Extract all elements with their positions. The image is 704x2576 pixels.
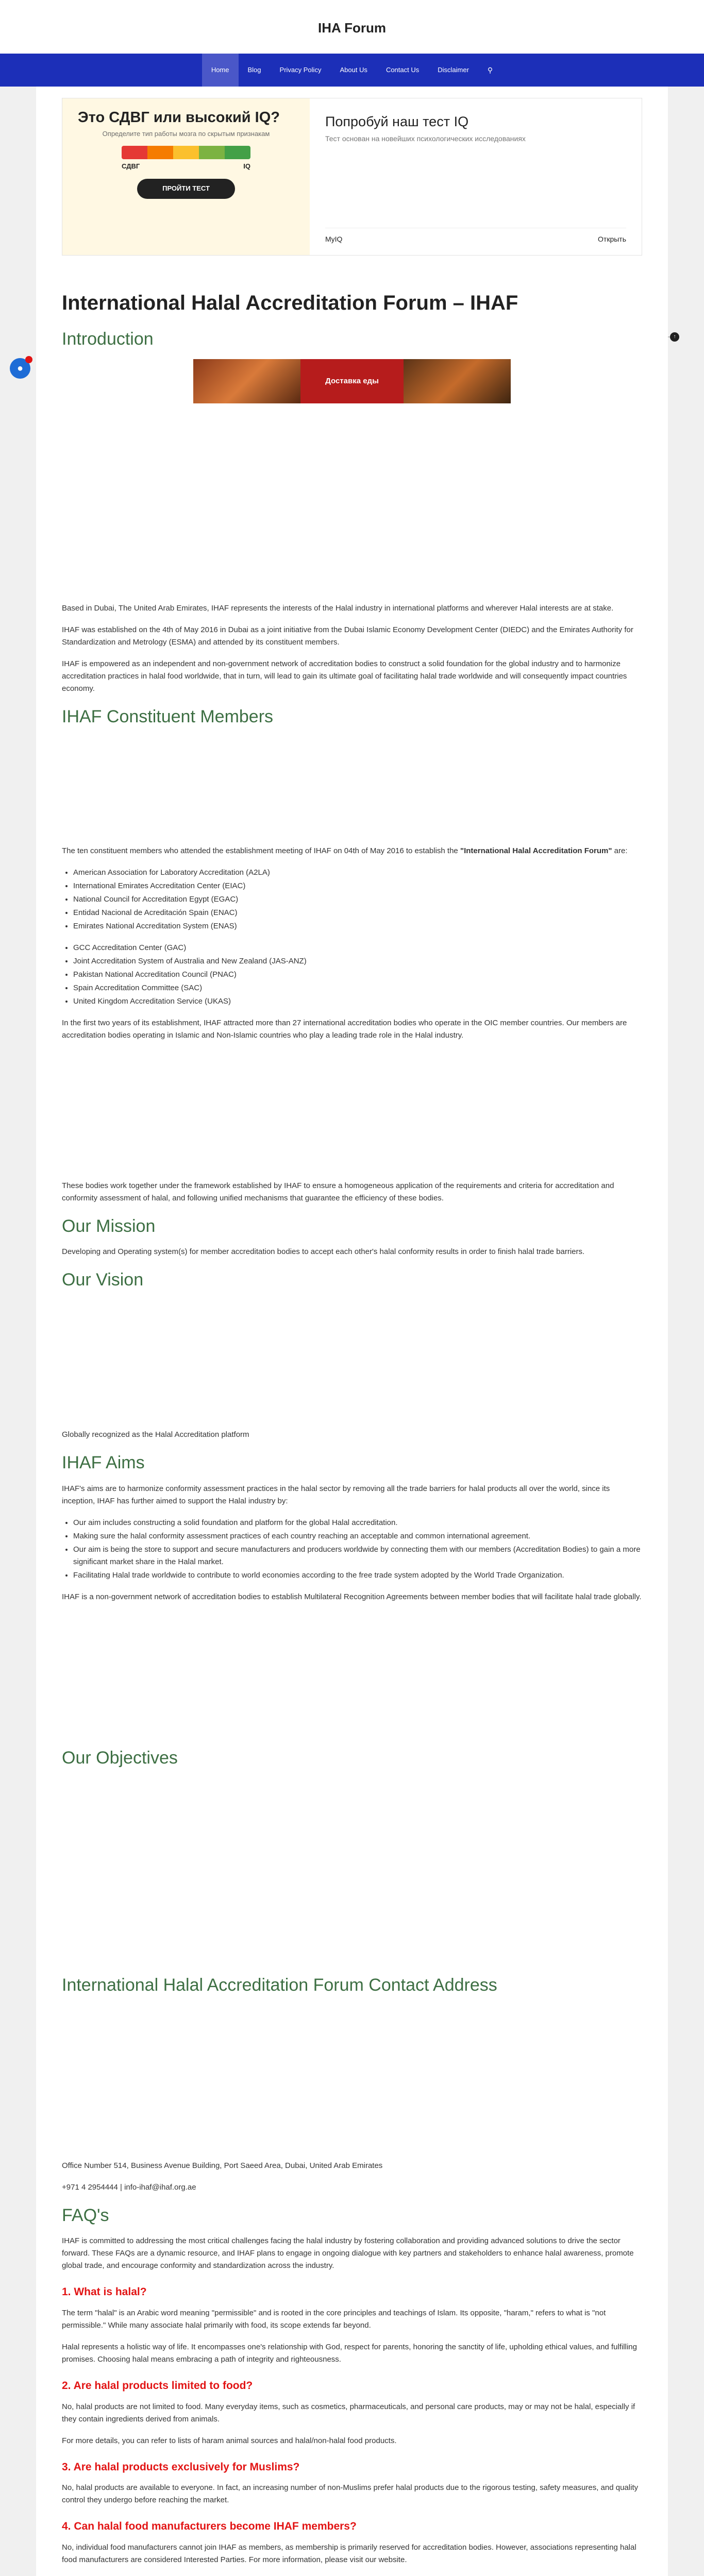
ad-scale-bar [122, 146, 250, 159]
aims-list [73, 1517, 642, 1582]
faq-question: 3. Are halal products exclusively for Muslims? [62, 2461, 300, 2473]
paragraph: In the first two years of its establishment, IHAF attracted more than 27 international accreditation bodies who operate in the OIC member countries. Our members are accreditation bodies operating in Islamic and Non-Islamic countries who play a leading trade role in the Halal industry. [62, 1018, 627, 1040]
ad-headline: Это СДВГ или высокий IQ? [78, 109, 280, 126]
ad-right-footer [325, 228, 626, 245]
site-title[interactable]: IHA Forum [318, 20, 386, 36]
ad-scale-marks [122, 161, 250, 172]
ad-brand: MyIQ [325, 234, 343, 243]
faq-answer: No, halal products are available to everyone. In fact, an increasing number of non-Muslims prefer halal products due to the rigorous testing, safety measures, and quality control they undergo before reaching the market. [62, 2483, 639, 2505]
faq-question: 2. Are halal products limited to food? [62, 2379, 253, 2392]
ad-cta-button[interactable]: ПРОЙТИ ТЕСТ [137, 179, 235, 199]
members-list-1 [73, 867, 642, 933]
ad-right-subtitle: Тест основан на новейших психологических исследованиях [325, 134, 526, 143]
list-item: • American Association for Laboratory Accreditation (A2LA) [73, 867, 642, 879]
members-list-2 [73, 942, 642, 1008]
faq-answer: Halal represents a holistic way of life. It encompasses one's relationship with God, respect for parents, honoring the sanctity of life, upholding ethical values, and fulfilling promises. Choosing halal means embracing a path of integrity and righteousness. [62, 2342, 637, 2364]
paragraph: IHAF was established on the 4th of May 2016 in Dubai as a joint initiative from the Dubai Islamic Economy Development Center (DIEDC) and the Emirates Authority for Standardization and Metrology (ESMA) and attended by its constituent members. [62, 625, 633, 647]
section-heading-objectives: Our Objectives [62, 1748, 178, 1768]
list-item: • Emirates National Accreditation System (ENAS) [73, 920, 642, 933]
section-heading-aims: IHAF Aims [62, 1453, 145, 1473]
ad-scale-segment [122, 146, 147, 159]
list-item: • International Emirates Accreditation Center (EIAC) [73, 880, 642, 892]
section-heading-vision: Our Vision [62, 1270, 144, 1290]
nav-item-home[interactable]: Home [202, 54, 239, 87]
article [36, 266, 668, 2576]
section-heading-members: IHAF Constituent Members [62, 706, 274, 726]
faq-question: 4. Can halal food manufacturers become IHAF members? [62, 2520, 357, 2533]
faq-answer: The term "halal" is an Arabic word meaning "permissible" and is rooted in the core principles and teachings of Islam. Its opposite, "haram," refers to what is "not permissible." While many associate halal primarily with food, its scope extends far beyond. [62, 2308, 606, 2330]
text: The ten constituent members who attended the establishment meeting of IHAF on 04th of May 2016 to establish the [62, 846, 460, 855]
paragraph [62, 845, 642, 857]
nav-item-about-us[interactable]: About Us [340, 66, 367, 74]
ad-open-button[interactable]: Открыть [598, 234, 626, 243]
scroll-top-icon[interactable]: ↑ [670, 332, 679, 342]
accessibility-icon[interactable]: ● [10, 358, 30, 379]
ad-left-panel [62, 98, 310, 255]
nav-item-contact-us[interactable]: Contact Us [385, 66, 420, 74]
food-image [404, 359, 511, 403]
contact-address: Office Number 514, Business Avenue Building, Port Saeed Area, Dubai, United Arab Emirates [62, 2161, 383, 2170]
ad-scale-segment [225, 146, 250, 159]
text: are: [612, 846, 628, 855]
list-item: • National Council for Accreditation Egypt (EGAC) [73, 893, 642, 906]
section-heading-contact: International Halal Accreditation Forum Contact Address [62, 1975, 497, 1995]
site-header [0, 0, 704, 54]
section-heading-introduction: Introduction [62, 329, 154, 349]
ad-slot [62, 1051, 642, 1180]
food-image [193, 359, 300, 403]
list-item: • Making sure the halal conformity assessment practices of each country reaching an acceptable and common international agreement. [73, 1530, 642, 1543]
ad-right-panel [310, 98, 642, 255]
section-heading-mission: Our Mission [62, 1216, 156, 1236]
ad-slot [62, 737, 642, 845]
list-item: • Pakistan National Accreditation Council (PNAC) [73, 969, 642, 981]
ad-slot [62, 1300, 642, 1429]
list-item: • Facilitating Halal trade worldwide to contribute to world economies according to the free trade system adopted by the World Trade Organization. [73, 1569, 642, 1582]
paragraph: These bodies work together under the framework established by IHAF to ensure a homogeneous application of the requirements and criteria for accreditation and conformity assessment of halal, and following unified mechanisms that guarantee the efficiency of these bodies. [62, 1181, 614, 1202]
list-item: • Entidad Nacional de Acreditación Spain (ENAC) [73, 907, 642, 919]
paragraph: IHAF's aims are to harmonize conformity assessment practices in the halal sector by removing all the trade barriers for halal products all over the world, since its inception, IHAF has further aimed to support the Halal industry by: [62, 1484, 610, 1505]
page-title: International Halal Accreditation Forum – IHAF [62, 292, 518, 314]
ad-slot [193, 406, 511, 587]
top-ad[interactable] [62, 98, 642, 256]
list-item: • GCC Accreditation Center (GAC) [73, 942, 642, 954]
list-item: • Spain Accreditation Committee (SAC) [73, 982, 642, 994]
ad-slot [62, 1613, 642, 1736]
ad-scale-segment [199, 146, 225, 159]
contact-phone-email: +971 4 2954444 | info-ihaf@ihaf.org.ae [62, 2182, 196, 2192]
ad-slot [62, 1778, 642, 1963]
list-item: • Our aim includes constructing a solid foundation and platform for the global Halal accreditation. [73, 1517, 642, 1529]
top-ad-container [36, 87, 668, 266]
list-item: • Our aim is being the store to support and secure manufacturers and producers worldwide by connecting them with our members (Accreditation Bodies) to gain a more significant market share in the Halal market. [73, 1544, 642, 1568]
section-heading-faq: FAQ's [62, 2205, 109, 2225]
paragraph: IHAF is a non-government network of accreditation bodies to establish Multilateral Recognition Agreements between member bodies that will facilitate halal trade globally. [62, 1592, 642, 1601]
list-item: • Joint Accreditation System of Australia and New Zealand (JAS-ANZ) [73, 955, 642, 968]
faq-question: 1. What is halal? [62, 2286, 147, 2298]
nav-item-privacy-policy[interactable]: Privacy Policy [279, 66, 322, 74]
ad-scale-segment [147, 146, 173, 159]
ad-subheadline: Определите тип работы мозга по скрытым признакам [102, 129, 270, 138]
faq-answer: No, halal products are not limited to food. Many everyday items, such as cosmetics, pharmaceuticals, and personal care products, may or may not be halal, especially if they contain ingredients derived from animals. [62, 2402, 635, 2424]
search-icon[interactable]: ⚲ [487, 66, 493, 74]
faq-answer: No, individual food manufacturers cannot join IHAF as members, as membership is primarily reserved for accreditation bodies. However, associations representing halal food manufacturers are considered Interested Parties. For more information, please visit our website. [62, 2543, 636, 2564]
nav-item-disclaimer[interactable]: Disclaimer [438, 66, 469, 74]
paragraph: Based in Dubai, The United Arab Emirates, IHAF represents the interests of the Halal industry in international platforms and wherever Halal interests are at stake. [62, 603, 614, 613]
ad-slot [62, 2005, 642, 2160]
ad-scale-segment [173, 146, 199, 159]
paragraph: Developing and Operating system(s) for member accreditation bodies to accept each other's halal conformity results in order to finish halal trade barriers. [62, 1247, 585, 1257]
paragraph: IHAF is empowered as an independent and non-government network of accreditation bodies to construct a solid foundation for the global industry and to harmonize accreditation practices in halal food worldwide, that in turn, will lead to gain its ultimate goal of facilitating halal trade worldwide and will consequently impact countries economy. [62, 659, 627, 693]
ad-mark-low: СДВГ [122, 162, 140, 170]
food-banner-ad[interactable] [193, 359, 511, 403]
paragraph: IHAF is committed to addressing the most critical challenges facing the halal industry by fostering collaboration and providing advanced solutions to drive the sector forward. These FAQs are a dynamic resource, and IHAF plans to engage in ongoing dialogue with key partners and stakeholders to enhance halal awareness, promote global trade, and encourage conformity and standardization across the industry. [62, 2236, 634, 2270]
nav-item-blog[interactable]: Blog [247, 66, 261, 74]
paragraph: Globally recognized as the Halal Accreditation platform [62, 1430, 249, 1439]
food-ad-text: Доставка еды [300, 359, 404, 403]
list-item: • United Kingdom Accreditation Service (UKAS) [73, 995, 642, 1008]
ad-mark-high: IQ [243, 162, 250, 170]
main-nav [0, 54, 704, 87]
forum-name: "International Halal Accreditation Forum" [460, 846, 612, 855]
ad-right-title[interactable]: Попробуй наш тест IQ [325, 114, 469, 129]
faq-answer: For more details, you can refer to lists of haram animal sources and halal/non-halal food products. [62, 2436, 397, 2445]
